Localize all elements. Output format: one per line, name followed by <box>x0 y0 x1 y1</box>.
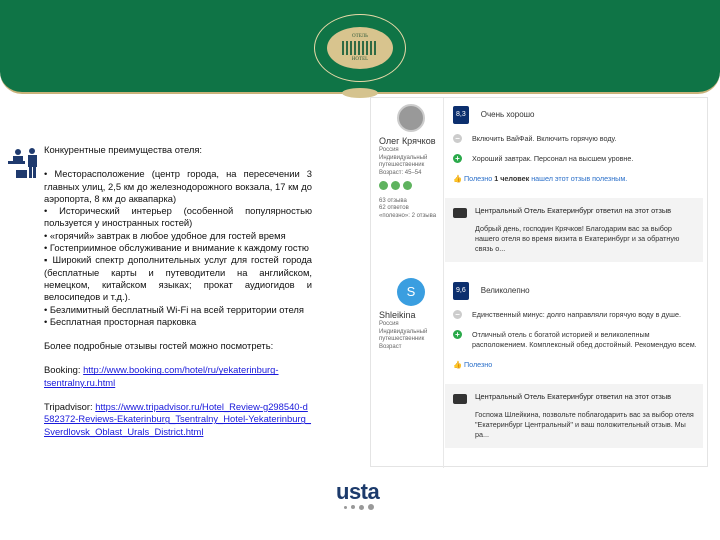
advantages-heading: Конкурентные преимущества отеля: <box>44 144 203 155</box>
review-minus: Единственный минус: долго направляли горячую воду в душе. <box>472 310 681 319</box>
plus-icon: + <box>453 330 462 339</box>
review-2 <box>453 282 703 448</box>
review-minus: Включить ВайФай. Включить горячую воду. <box>472 134 617 143</box>
reviewer-country: Россия <box>379 147 399 153</box>
advantage-item: • Гостеприимное обслуживание и внимание к каждому гостю <box>44 242 309 254</box>
reviewer-name: Олег Крячков <box>379 136 436 146</box>
advantages-text <box>44 144 312 438</box>
review-score: 8,3 <box>453 106 469 124</box>
advantage-item: ▪ Широкий спектр дополнительных услуг для гостей города (бесплатные карты и путеводители на английском, немецком, китайском языках; прокат аудиогидов и велосипедов и т.д.). <box>44 254 312 303</box>
advantage-item: • Месторасположение (центр города, на пересечении 3 главных улиц, 2,5 км до железнодорожного вокзала, 17 км до аэропорта, 8 км до аквапарка) <box>44 168 312 204</box>
advantage-item: • Безлимитный бесплатный Wi-Fi на всей территории отеля <box>44 303 304 315</box>
reviewer-2 <box>371 278 443 351</box>
reviewer-stat: 63 отзыва <box>379 197 407 204</box>
hotel-logo <box>314 14 406 82</box>
reviewer-stat: 62 ответов <box>379 205 409 211</box>
review-rating: Очень хорошо <box>480 110 535 119</box>
chat-icon <box>453 208 467 218</box>
useful-button[interactable]: Полезно <box>463 360 493 369</box>
reception-people-icon <box>8 148 42 180</box>
reviews-screenshot <box>370 97 708 467</box>
useful-text: нашел этот отзыв полезным. <box>529 174 628 183</box>
plus-icon: + <box>453 154 462 163</box>
advantage-item: • «горячий» завтрак в любое удобное для гостей время <box>44 229 286 241</box>
reviewer-name: Shleikina <box>379 310 416 320</box>
reply-text[interactable]: Госпожа Шлейкина, позвольте поблагодарить вас за выбор отеля "Екатеринбург Центральный" и ваш положительный отзыв. Мы ра... <box>475 410 694 439</box>
chat-icon <box>453 394 467 404</box>
minus-icon: − <box>453 134 462 143</box>
usta-logo: usta <box>336 479 380 504</box>
advantage-item: • Исторический интерьер (особенной популярностью пользуется у иностранных гостей) <box>44 205 312 229</box>
minus-icon: − <box>453 310 462 319</box>
reply-text[interactable]: Добрый день, господин Крячков! Благодарим вас за выбор нашего отеля во время визита в Екатеринбург и за обратную связь о... <box>475 224 680 253</box>
usta-logo-dots <box>344 504 374 510</box>
review-plus: Отличный отель с богатой историей и великолепным расположением. Комплексный обед достойный. Рекомендую всем. <box>472 330 697 349</box>
more-reviews-text: Более подробные отзывы гостей можно посмотреть: <box>44 340 274 352</box>
useful-button[interactable]: Полезно <box>463 174 493 183</box>
hotel-reply <box>445 384 703 448</box>
tripadvisor-link[interactable]: https://www.tripadvisor.ru/Hotel_Review-g298540-d582372-Reviews-Ekaterinburg_Tsentralny_Hotel-Yekaterinburg_Sverdlovsk_Oblast_Urals_District.html <box>44 401 311 437</box>
review-1 <box>453 106 703 262</box>
header-banner <box>0 0 720 94</box>
review-rating: Великолепно <box>480 286 530 295</box>
hotel-reply <box>445 198 703 262</box>
booking-label: Booking: <box>44 364 84 376</box>
advantage-item: • Бесплатная просторная парковка <box>44 315 197 327</box>
reviewer-1 <box>371 104 443 220</box>
reviewer-age: Возраст: 45–54 <box>379 169 422 176</box>
useful-count: 1 человек <box>494 174 530 183</box>
review-score: 9,6 <box>453 282 469 300</box>
reviewer-type: Индивидуальный путешественник <box>379 154 428 168</box>
booking-link[interactable]: http://www.booking.com/hotel/ru/yekaterinburg-tsentralny.ru.html <box>44 364 279 388</box>
tripadvisor-label: Tripadvisor: <box>44 401 96 413</box>
reply-title: Центральный Отель Екатеринбург ответил на этот отзыв <box>475 206 672 215</box>
reviewer-type: Индивидуальный путешественник <box>379 328 428 342</box>
reviewer-age: Возраст <box>379 343 402 350</box>
review-plus: Хороший завтрак. Персонал на высшем уровне. <box>472 154 634 163</box>
logo-text: ОТЕЛЬ <box>352 34 368 39</box>
thumbs-up-icon: 👍 <box>453 360 462 369</box>
reply-title: Центральный Отель Екатеринбург ответил на этот отзыв <box>475 392 672 401</box>
thumbs-up-icon: 👍 <box>453 174 462 183</box>
badge-icons <box>379 181 443 194</box>
building-icon <box>342 41 378 55</box>
avatar <box>397 104 425 132</box>
avatar: S <box>397 278 425 306</box>
reviewer-country: Россия <box>379 321 399 327</box>
reviewer-stat: «полезно»: 2 отзыва <box>379 212 437 219</box>
logo-text-hotel: HOTEL <box>351 57 369 62</box>
